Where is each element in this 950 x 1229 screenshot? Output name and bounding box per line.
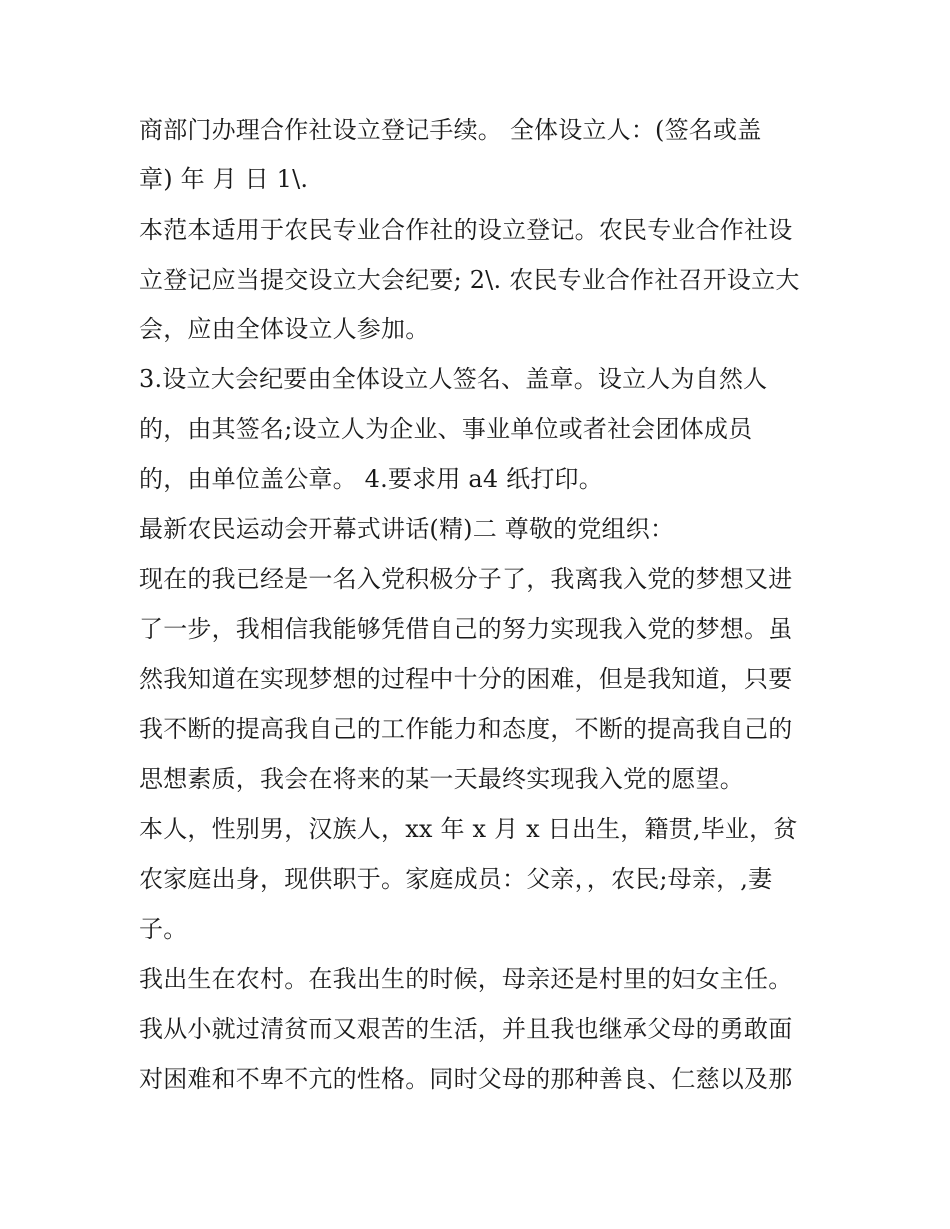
text-line: 本人，性别男，汉族人，xx 年 x 月 x 日出生，籍贯,毕业，贫 (139, 815, 798, 843)
text-line: 章) 年 月 日 1\. (139, 165, 309, 193)
text-line: 然我知道在实现梦想的过程中十分的困难，但是我知道，只要 (139, 665, 793, 693)
text-line: 本范本适用于农民专业合作社的设立登记。农民专业合作社设 (139, 216, 793, 244)
text-line: 现在的我已经是一名入党积极分子了，我离我入党的梦想又进 (139, 565, 793, 593)
text-line: 的，由单位盖公章。 4.要求用 a4 纸打印。 (139, 465, 603, 493)
text-line: 农家庭出身，现供职于。家庭成员：父亲，，农民;母亲，,妻 (139, 865, 773, 893)
text-line: 子。 (139, 915, 188, 943)
text-line: 的，由其签名;设立人为企业、事业单位或者社会团体成员 (139, 415, 753, 443)
text-line: 会，应由全体设立人参加。 (139, 315, 430, 343)
text-line: 思想素质，我会在将来的某一天最终实现我入党的愿望。 (139, 765, 744, 793)
text-line: 了一步，我相信我能够凭借自己的努力实现我入党的梦想。虽 (139, 615, 793, 643)
text-line: 我出生在农村。在我出生的时候，母亲还是村里的妇女主任。 (139, 965, 793, 993)
text-line: 我从小就过清贫而又艰苦的生活，并且我也继承父母的勇敢面 (139, 1015, 793, 1043)
text-line: 对困难和不卑不亢的性格。同时父母的那种善良、仁慈以及那 (139, 1065, 793, 1093)
text-line: 立登记应当提交设立大会纪要; 2\. 农民专业合作社召开设立大 (139, 266, 800, 294)
text-line: 最新农民运动会开幕式讲话(精)二 尊敬的党组织： (139, 515, 675, 543)
text-line: 3.设立大会纪要由全体设立人签名、盖章。设立人为自然人 (139, 365, 768, 393)
text-line: 商部门办理合作社设立登记手续。 全体设立人：(签名或盖 (139, 116, 762, 144)
text-line: 我不断的提高我自己的工作能力和态度，不断的提高我自己的 (139, 715, 793, 743)
